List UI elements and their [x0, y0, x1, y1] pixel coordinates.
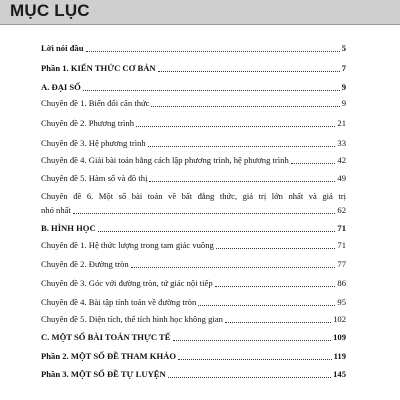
dot-leader — [216, 247, 336, 249]
dot-leader — [136, 125, 335, 127]
toc-entry-b-topic-2[interactable] — [41, 259, 346, 270]
dot-leader — [83, 89, 340, 91]
toc-entry-label: Chuyên đề 2. Đường tròn — [41, 259, 129, 269]
toc-entry-label: Chuyên đề 3. Góc với đường tròn, tứ giác nội tiếp — [41, 278, 213, 288]
dot-leader — [225, 321, 331, 323]
dot-leader — [149, 180, 335, 182]
page-title: MỤC LỤC — [10, 1, 90, 20]
toc-entry-label: Lời nói đầu — [41, 43, 84, 53]
dot-leader — [148, 145, 336, 147]
toc-entry-b-topic-5[interactable] — [41, 314, 346, 325]
toc-entry-page: 9 — [341, 82, 346, 92]
toc-entry-part-1[interactable] — [41, 63, 346, 74]
toc-entry-label: B. HÌNH HỌC — [41, 223, 96, 233]
toc-entry-label: Chuyên đề 2. Phương trình — [41, 118, 134, 128]
toc-entry-part-3[interactable] — [41, 369, 346, 380]
toc-entry-label: Phần 2. MỘT SỐ ĐỀ THAM KHẢO — [41, 351, 177, 361]
dot-leader — [131, 266, 336, 268]
dot-leader — [98, 230, 336, 232]
toc-entry-page: 21 — [337, 118, 346, 128]
toc-entry-a-topic-5[interactable] — [41, 173, 346, 184]
toc-entry-page: 71 — [337, 223, 346, 233]
toc-entry-page: 62 — [337, 205, 346, 215]
toc-entry-b-topic-4[interactable] — [41, 297, 346, 308]
toc-entry-page: 145 — [333, 369, 346, 379]
dot-leader — [151, 105, 339, 107]
toc-entry-page: 77 — [337, 259, 346, 269]
toc-entry-page: 33 — [337, 138, 346, 148]
toc-entry-b-topic-1[interactable] — [41, 240, 346, 251]
toc-entry-label: C. MỘT SỐ BÀI TOÁN THỰC TẾ — [41, 332, 171, 342]
toc-entry-label: Phần 3. MỘT SỐ ĐỀ TỰ LUYỆN — [41, 369, 166, 379]
toc-entry-a-topic-3[interactable] — [41, 138, 346, 149]
toc-entry-page: 71 — [337, 240, 346, 250]
dot-leader — [158, 70, 340, 72]
dot-leader — [178, 358, 332, 360]
toc-entry-a-topic-2[interactable] — [41, 118, 346, 129]
toc-entry-label: nhỏ nhất — [41, 205, 71, 215]
toc-entry-a-topic-4[interactable] — [41, 155, 346, 166]
toc-entry-label: Phần 1. KIẾN THỨC CƠ BẢN — [41, 63, 156, 73]
dot-leader — [86, 50, 340, 52]
dot-leader — [198, 304, 335, 306]
toc-entry-a-topic-6-line-1[interactable]: Chuyên đề 6. Một số bài toán về bất đẳng thức, giá trị lớn nhất và giá trị — [41, 191, 346, 201]
toc-entry-label: Chuyên đề 4. Bài tập tính toán về đường tròn — [41, 297, 197, 307]
dot-leader — [215, 285, 336, 287]
toc-entry-page: 49 — [337, 173, 346, 183]
toc-entry-page: 5 — [341, 43, 346, 53]
dot-leader — [291, 162, 336, 164]
toc-entry-a-topic-6[interactable] — [41, 205, 346, 216]
toc-entry-label: Chuyên đề 1. Biến đổi căn thức — [41, 98, 150, 108]
dot-leader — [168, 376, 331, 378]
toc-entry-section-a[interactable] — [41, 82, 346, 93]
toc-entry-page: 7 — [341, 63, 346, 73]
toc-entry-page: 109 — [333, 332, 346, 342]
table-of-contents — [41, 0, 346, 400]
toc-entry-preface[interactable] — [41, 43, 346, 54]
toc-entry-a-topic-1[interactable] — [41, 98, 346, 109]
dot-leader — [73, 212, 336, 214]
toc-entry-section-b[interactable] — [41, 223, 346, 234]
toc-entry-label: Chuyên đề 1. Hệ thức lượng trong tam giác vuông — [41, 240, 214, 250]
toc-entry-page: 86 — [337, 278, 346, 288]
toc-entry-page: 42 — [337, 155, 346, 165]
toc-entry-page: 95 — [337, 297, 346, 307]
toc-entry-label: Chuyên đề 4. Giải bài toán bằng cách lập phương trình, hệ phương trình — [41, 155, 289, 165]
toc-entry-page: 102 — [333, 314, 346, 324]
toc-entry-label: Chuyên đề 5. Hàm số và đồ thị — [41, 173, 148, 183]
toc-entry-page: 9 — [341, 98, 346, 108]
toc-entry-b-topic-3[interactable] — [41, 278, 346, 289]
dot-leader — [173, 339, 332, 341]
toc-entry-part-2[interactable] — [41, 351, 346, 362]
toc-entry-label: Chuyên đề 3. Hệ phương trình — [41, 138, 146, 148]
toc-entry-label: Chuyên đề 5. Diện tích, thể tích hình học không gian — [41, 314, 223, 324]
toc-entry-page: 119 — [333, 351, 346, 361]
toc-entry-label: A. ĐẠI SỐ — [41, 82, 81, 92]
toc-entry-section-c[interactable] — [41, 332, 346, 343]
